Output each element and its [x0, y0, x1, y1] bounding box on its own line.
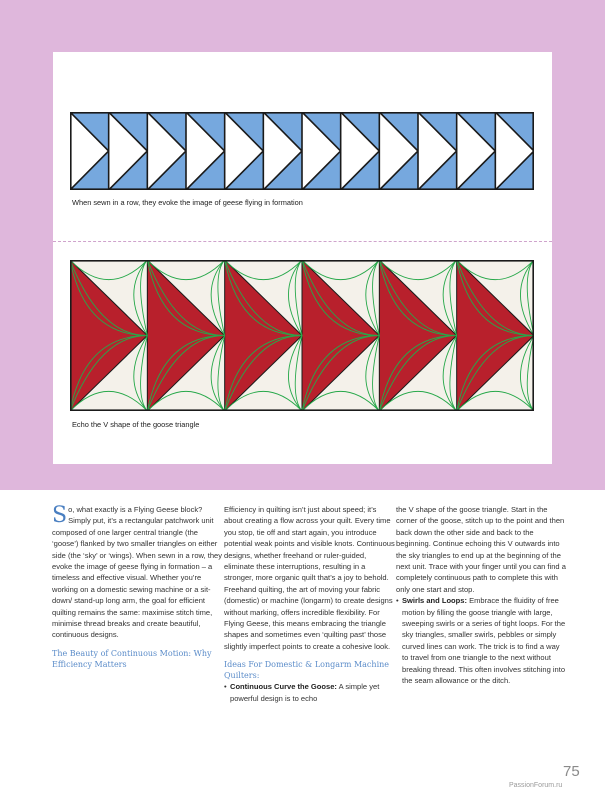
bullet-continuation: the V shape of the goose triangle. Start in the corner of the goose, stitch up to the point and then back down the other side and back to the beginning. Continue echoing this V outwards into the sky triangles to end up at the beginning of the next unit. Trace with your finger until you can find a completely continuous path to complete this with only one start and stop.	[396, 505, 566, 594]
bullet-continuous-curve	[224, 681, 396, 704]
efficiency-paragraph: Efficiency in quilting isn’t just about speed; it’s about creating a flow across your quilt. Every time you stop, tie off and start again, you introduce potential weak points and visible knots. Continuous designs, whether freehand or ruler-guided, eliminate these interruptions, resulting in a stronger, more organic quilt that’s a joy to behold. Freehand quilting, the art of moving your fabric (domestic) or machine (longarm) to create designs without marking, offers incredible flexibility. For Flying Geese, this means embracing the triangle shapes and sometimes even ‘quilting past’ those slightly imperfect points to create a cohesive look.	[224, 505, 395, 651]
bullet-swirls-loops	[396, 595, 566, 686]
site-watermark: PassionForum.ru	[509, 782, 563, 789]
subheading-continuous-motion: The Beauty of Continuous Motion: Why Efficiency Matters	[52, 648, 212, 669]
bullet-text: Embrace the fluidity of free motion by filling the goose triangle with large, sweeping swirls or a series of tight loops. For the sky triangles, smaller swirls, pebbles or simply curved lines can work. The trick is to find a way to travel from one triangle to the next without breaking thread. This often involves stitching into the seam allowance or the ditch.	[402, 596, 566, 686]
flying-geese-row-illustration	[70, 112, 534, 190]
intro-text: o, what exactly is a Flying Geese block? Simply put, it’s a rectangular patchwork unit composed of one larger central triangle (the ‘goose’) flanked by two smaller triangles on either side (the ‘sky’ or ‘wings). When sewn in a row, they evoke the image of geese flying in formation – a timeless and effective visual. Whether you’re working on a domestic sewing machine or a sit-down/ stand-up long arm, the goal for efficient quilting remains the same: maximise stitch time, minimise thread breaks and create beautiful, continuous designs.	[52, 505, 223, 640]
article-column-2	[224, 504, 396, 704]
caption-echo-shape: Echo the V shape of the goose triangle	[72, 420, 200, 429]
article-column-1	[52, 504, 224, 670]
bullet-text: A simple yet powerful design is to echo	[230, 682, 380, 703]
caption-geese-row: When sewn in a row, they evoke the image of geese flying in formation	[72, 198, 303, 207]
dashed-divider	[53, 241, 552, 242]
drop-cap: S	[52, 503, 68, 528]
bullet-title: Swirls and Loops:	[402, 596, 467, 606]
page-number: 75	[563, 763, 580, 780]
intro-paragraph	[52, 504, 224, 641]
subheading-ideas: Ideas For Domestic & Longarm Machine Quilters:	[224, 660, 390, 681]
bullet-title: Continuous Curve the Goose:	[230, 682, 337, 692]
article-column-3	[396, 504, 566, 687]
echo-quilting-illustration	[70, 260, 534, 411]
figure-panel	[53, 52, 552, 464]
